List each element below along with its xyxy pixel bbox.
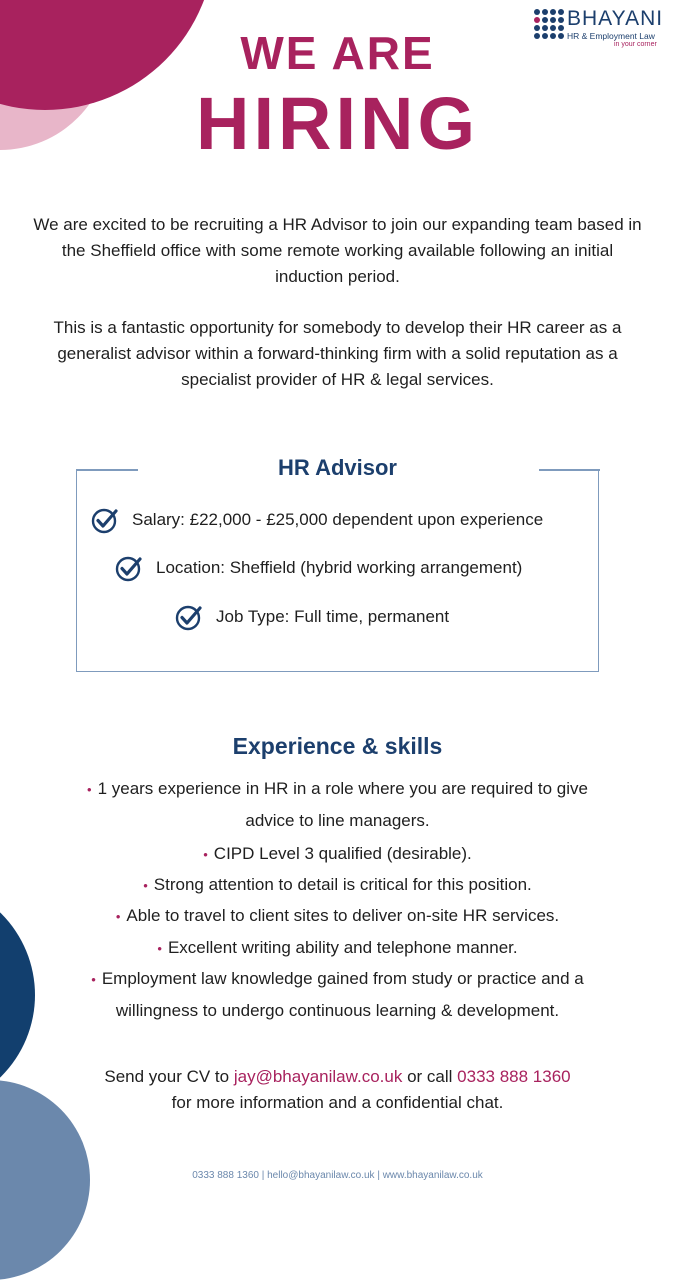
contact-line-1: [0, 1064, 675, 1090]
skill-text: CIPD Level 3 qualified (desirable).: [213, 844, 472, 863]
skill-text: Strong attention to detail is critical for this position.: [153, 875, 532, 894]
skill-text-continued: advice to line managers.: [245, 811, 430, 830]
job-title: HR Advisor: [278, 455, 397, 480]
logo-name: BHAYANI: [567, 7, 664, 30]
skill-text: Excellent writing ability and telephone manner.: [167, 938, 518, 957]
check-circle-icon: [90, 505, 120, 535]
skill-item: [40, 900, 635, 932]
check-circle-icon: [114, 553, 144, 583]
skill-item: [40, 869, 635, 901]
skill-text: Employment law knowledge gained from study or practice and a: [101, 969, 584, 988]
job-detail-text: Salary: £22,000 - £25,000 dependent upon experience: [132, 510, 544, 529]
contact-line-2: for more information and a confidential chat.: [171, 1093, 504, 1112]
bullet-icon: •: [115, 909, 121, 924]
email-link[interactable]: jay@bhayanilaw.co.uk: [233, 1067, 403, 1086]
skill-item: [40, 932, 635, 964]
skill-text: 1 years experience in HR in a role where you are required to give: [97, 779, 588, 798]
skill-item: [40, 773, 635, 836]
job-detail-type: [174, 602, 449, 632]
contact-middle: or call: [407, 1067, 453, 1086]
job-detail-text: Job Type: Full time, permanent: [216, 607, 450, 626]
skill-item: [40, 838, 635, 870]
skills-title: Experience & skills: [232, 733, 443, 759]
skill-text: Able to travel to client sites to deliver on-site HR services.: [126, 906, 560, 925]
headline-hiring: HIRING: [196, 82, 479, 165]
footer-contact: 0333 888 1360 | hello@bhayanilaw.co.uk | www.bhayanilaw.co.uk: [192, 1170, 483, 1181]
job-detail-salary: [90, 505, 543, 535]
headline-we-are: WE ARE: [240, 27, 435, 79]
intro-paragraph-1: We are excited to be recruiting a HR Advisor to join our expanding team based in the Sheffield office with some remote working available following an initial induction period.: [33, 215, 642, 286]
bullet-icon: •: [203, 847, 208, 862]
bullet-icon: •: [143, 878, 148, 893]
phone-link[interactable]: 0333 888 1360: [457, 1067, 571, 1086]
skill-item: [40, 963, 635, 1026]
logo-subtitle: HR & Employment Law: [567, 31, 655, 41]
bullet-icon: •: [91, 972, 96, 987]
bullet-icon: •: [87, 782, 92, 797]
logo-tagline: in your corner: [614, 41, 657, 48]
job-detail-text: Location: Sheffield (hybrid working arrangement): [156, 558, 523, 577]
intro-paragraph-2: This is a fantastic opportunity for somebody to develop their HR career as a generalist advisor within a forward-thinking firm with a solid reputation as a specialist provider of HR & legal services.: [53, 318, 622, 389]
job-detail-location: [114, 553, 522, 583]
skill-text-continued: willingness to undergo continuous learning & development.: [115, 1001, 560, 1020]
check-circle-icon: [174, 602, 204, 632]
bullet-icon: •: [157, 941, 162, 956]
contact-prefix: Send your CV to: [104, 1067, 230, 1086]
